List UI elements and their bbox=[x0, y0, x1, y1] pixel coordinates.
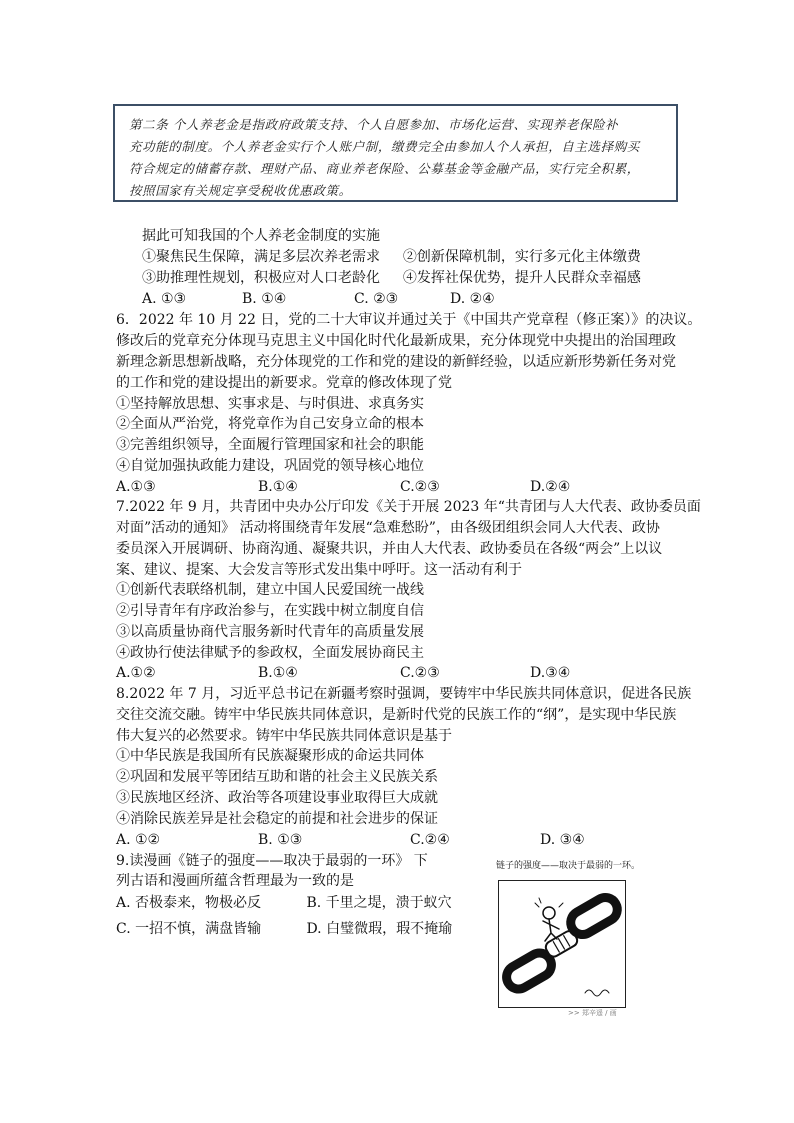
chain-cartoon bbox=[492, 858, 642, 1020]
q9-option-row bbox=[116, 893, 452, 913]
q8-option-d[interactable]: D. ③④ bbox=[540, 832, 585, 848]
cartoon-credit: >> 郑辛遥 / 画 bbox=[568, 1009, 617, 1017]
q7-item-1: ①创新代表联络机制，建立中国人民爱国统一战线 bbox=[116, 582, 424, 598]
q5-item-3: ③助推理性规划，积极应对人口老龄化 bbox=[142, 270, 380, 286]
q7-options bbox=[116, 663, 570, 683]
q6-option-b[interactable]: B.①④ bbox=[258, 479, 298, 495]
quote-line: 符合规定的储蓄存款、理财产品、商业养老保险、公募基金等金融产品，实行完全积累， bbox=[129, 161, 640, 176]
q6-item-4: ④自觉加强执政能力建设，巩固党的领导核心地位 bbox=[116, 458, 424, 474]
q5-option-a[interactable]: A. ①③ bbox=[142, 291, 187, 307]
q9-option-row bbox=[116, 919, 452, 939]
q9-option-a[interactable]: A. 否极泰来，物极必反 bbox=[116, 895, 262, 911]
q6-stem-line: 的工作和党的建设提出的新要求。党章的修改体现了党 bbox=[116, 375, 452, 391]
q6-stem-line: 6．2022 年 10 月 22 日，党的二十大审议并通过关于《中国共产党章程（修正案）》的决议。 bbox=[116, 312, 702, 328]
q7-stem-line: 案、建议、提案、大会发言等形式发出集中呼吁。这一活动有利于 bbox=[116, 562, 522, 578]
quote-line: 充功能的制度。个人养老金实行个人账户制，缴费完全由参加人个人承担，自主选择购买 bbox=[129, 139, 640, 154]
q5-options bbox=[142, 289, 495, 309]
quote-line: 按照国家有关规定享受税收优惠政策。 bbox=[129, 183, 352, 198]
q5-item-row bbox=[142, 247, 641, 267]
q7-stem-line: 委员深入开展调研、协商沟通、凝聚共识，并由人大代表、政协委员在各级“两会”上以议 bbox=[116, 541, 663, 557]
q7-option-b[interactable]: B.①④ bbox=[258, 665, 298, 681]
q8-item-2: ②巩固和发展平等团结互助和谐的社会主义民族关系 bbox=[116, 769, 438, 785]
q9-option-b[interactable]: B. 千里之堤，溃于蚁穴 bbox=[306, 895, 452, 911]
q8-option-a[interactable]: A. ①② bbox=[116, 832, 161, 848]
q5-stem: 据此可知我国的个人养老金制度的实施 bbox=[142, 228, 380, 244]
cartoon-title: 链子的强度——取决于最弱的一环。 bbox=[496, 861, 641, 871]
q7-stem-line: 对面”活动的通知》 活动将围绕青年发展“急难愁盼”，由各级团组织会同人大代表、政协 bbox=[116, 520, 660, 536]
q5-option-c[interactable]: C. ②③ bbox=[354, 291, 399, 307]
q8-option-b[interactable]: B. ①③ bbox=[258, 832, 303, 848]
chain-illustration bbox=[499, 881, 624, 1006]
q7-option-c[interactable]: C.②③ bbox=[400, 665, 440, 681]
q9-option-c[interactable]: C. 一招不慎，满盘皆输 bbox=[116, 921, 262, 937]
q5-item-1: ①聚焦民生保障，满足多层次养老需求 bbox=[142, 249, 380, 265]
q6-options bbox=[116, 477, 570, 497]
q8-option-c[interactable]: C.②④ bbox=[410, 832, 450, 848]
q6-option-a[interactable]: A.①③ bbox=[116, 479, 156, 495]
q7-option-d[interactable]: D.③④ bbox=[530, 665, 571, 681]
q5-item-2: ②创新保障机制，实行多元化主体缴费 bbox=[402, 249, 641, 265]
q5-item-row bbox=[142, 268, 641, 288]
q8-item-4: ④消除民族差异是社会稳定的前提和社会进步的保证 bbox=[116, 811, 438, 827]
q8-options bbox=[116, 830, 585, 850]
q6-item-3: ③完善组织领导，全面履行管理国家和社会的职能 bbox=[116, 437, 424, 453]
q5-item-4: ④发挥社保优势，提升人民群众幸福感 bbox=[402, 270, 641, 286]
q7-option-a[interactable]: A.①② bbox=[116, 665, 156, 681]
q6-stem-line: 修改后的党章充分体现马克思主义中国化时代化最新成果，充分体现党中央提出的治国理政 bbox=[116, 333, 676, 349]
quote-line: 第二条 个人养老金是指政府政策支持、个人自愿参加、市场化运营、实现养老保险补 bbox=[129, 117, 619, 132]
q6-item-1: ①坚持解放思想、实事求是、与时俱进、求真务实 bbox=[116, 396, 424, 412]
q8-stem-line: 伟大复兴的必然要求。铸牢中华民族共同体意识是基于 bbox=[116, 728, 452, 744]
q8-item-1: ①中华民族是我国所有民族凝聚形成的命运共同体 bbox=[116, 748, 424, 764]
q7-item-2: ②引导青年有序政治参与，在实践中树立制度自信 bbox=[116, 603, 424, 619]
q6-item-2: ②全面从严治党，将党章作为自己安身立命的根本 bbox=[116, 416, 424, 432]
q8-stem-line: 8.2022 年 7 月，习近平总书记在新疆考察时强调，要铸牢中华民族共同体意识，促进各民族 bbox=[116, 686, 692, 702]
q5-option-d[interactable]: D. ②④ bbox=[450, 291, 495, 307]
q7-item-4: ④政协行使法律赋予的参政权，全面发展协商民主 bbox=[116, 645, 424, 661]
cartoon-frame bbox=[498, 880, 626, 1008]
q6-option-c[interactable]: C.②③ bbox=[400, 479, 440, 495]
q7-stem-line: 7.2022 年 9 月，共青团中央办公厅印发《关于开展 2023 年“共青团与人大代表、政协委员面 bbox=[116, 499, 701, 515]
q8-stem-line: 交往交流交融。铸牢中华民族共同体意识，是新时代党的民族工作的“纲”，是实现中华民族 bbox=[116, 707, 677, 723]
q6-option-d[interactable]: D.②④ bbox=[530, 479, 571, 495]
q9-option-d[interactable]: D. 白璧微瑕，瑕不掩瑜 bbox=[306, 921, 453, 937]
q6-stem-line: 新理念新思想新战略，充分体现党的工作和党的建设的新鲜经验，以适应新形势新任务对党 bbox=[116, 354, 676, 370]
q5-option-b[interactable]: B. ①④ bbox=[242, 291, 287, 307]
regulation-quote-box bbox=[113, 104, 678, 202]
q8-item-3: ③民族地区经济、政治等各项建设事业取得巨大成就 bbox=[116, 790, 438, 806]
q9-stem-line: 列古语和漫画所蕴含哲理最为一致的是 bbox=[116, 873, 354, 889]
q7-item-3: ③以高质量协商代言服务新时代青年的高质量发展 bbox=[116, 624, 424, 640]
q9-stem-line: 9.读漫画《链子的强度——取决于最弱的一环》 下 bbox=[116, 853, 428, 869]
